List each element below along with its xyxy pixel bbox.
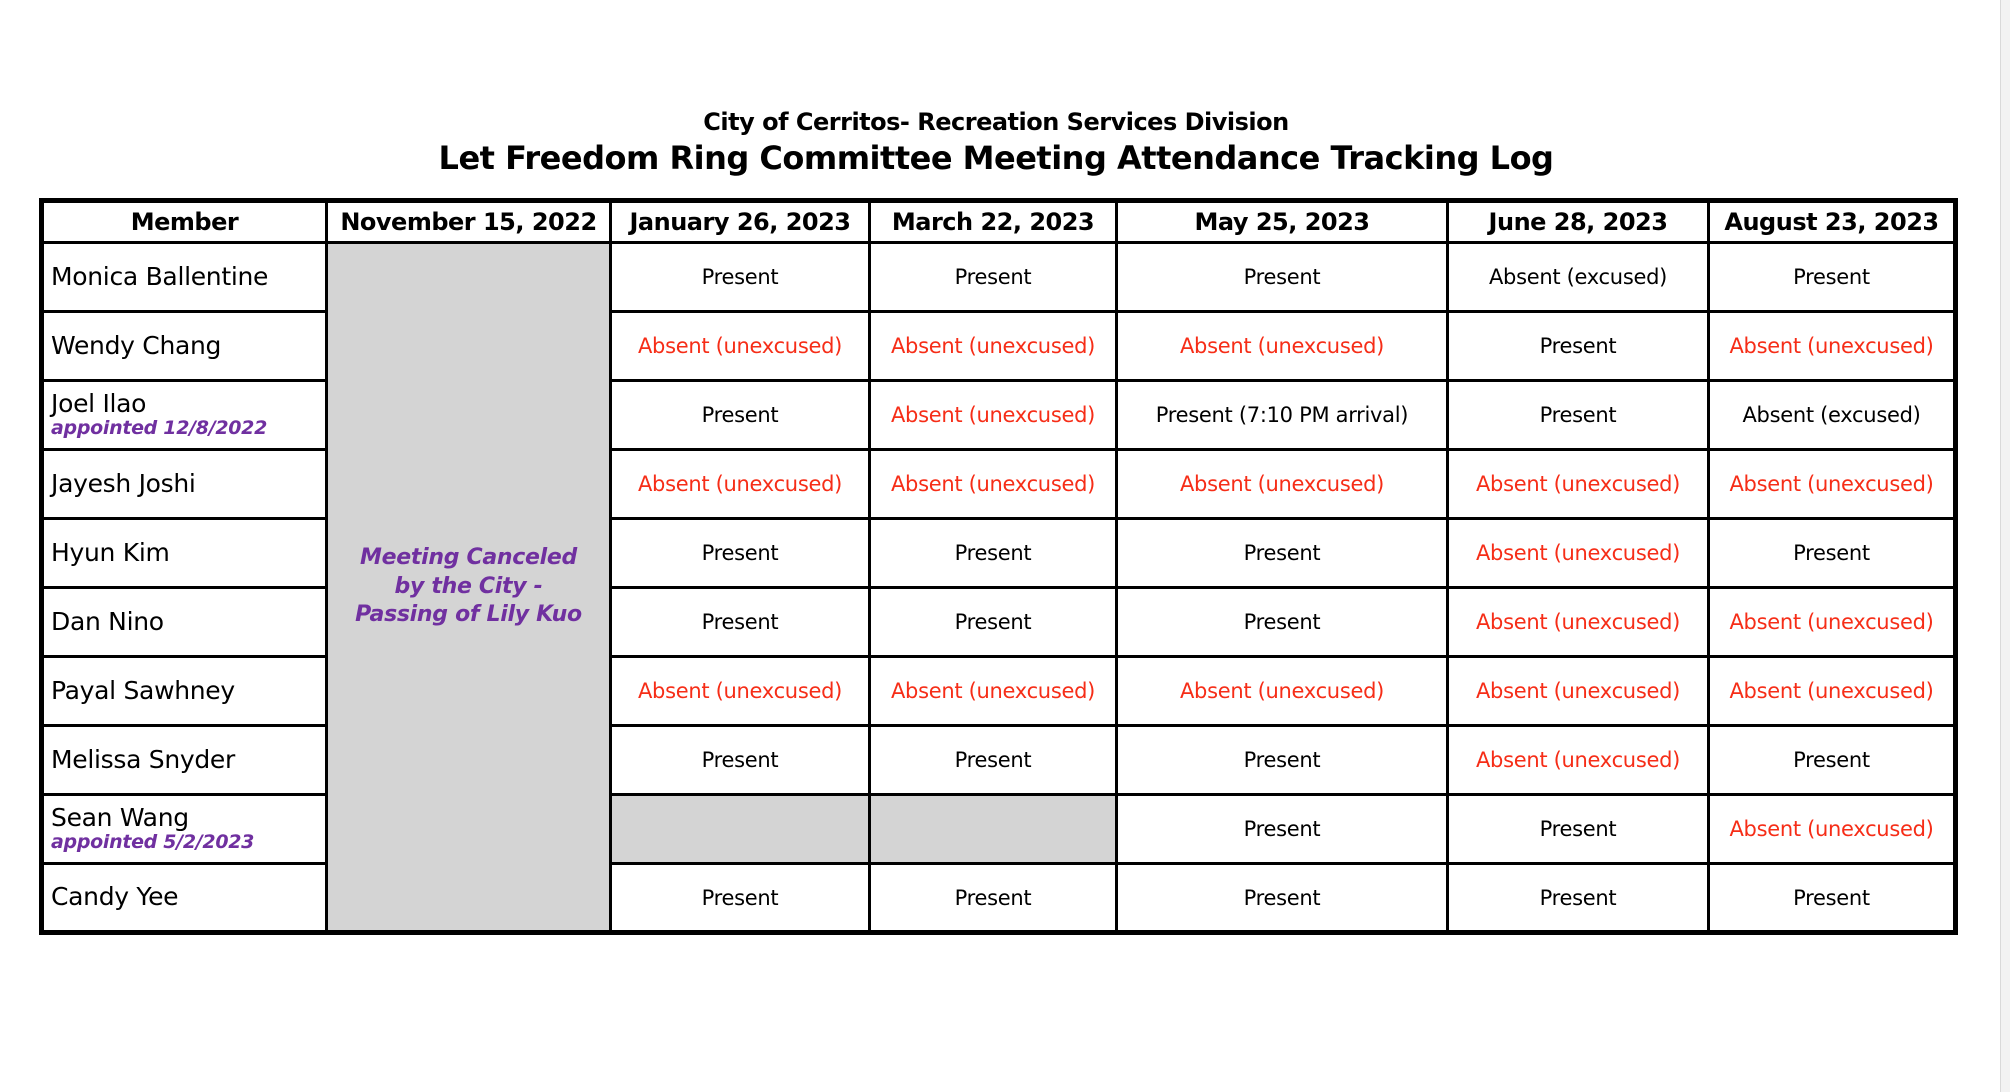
member-cell	[42, 795, 327, 864]
column-header-mar-22-2023: March 22, 2023	[870, 201, 1117, 243]
attendance-cell: Absent (unexcused)	[1448, 657, 1709, 726]
attendance-cell: Present	[1709, 864, 1956, 933]
attendance-cell: Absent (excused)	[1709, 381, 1956, 450]
scrollbar[interactable]	[2000, 0, 2010, 1092]
attendance-cell: Absent (unexcused)	[1117, 312, 1448, 381]
attendance-cell: Present	[1117, 519, 1448, 588]
attendance-cell: Present	[1709, 519, 1956, 588]
member-name: Dan Nino	[51, 606, 164, 636]
member-cell	[42, 312, 327, 381]
member-cell	[42, 450, 327, 519]
member-cell	[42, 588, 327, 657]
canceled-note-line: Meeting Canceled	[360, 545, 577, 571]
attendance-cell: Present	[611, 726, 870, 795]
attendance-cell	[870, 795, 1117, 864]
attendance-cell: Absent (unexcused)	[1709, 312, 1956, 381]
member-name: Joel Ilao	[51, 388, 147, 418]
attendance-cell: Present	[1117, 588, 1448, 657]
attendance-cell: Present	[1709, 726, 1956, 795]
appointment-note: appointed 5/2/2023	[51, 831, 255, 854]
meeting-canceled-cell	[327, 243, 611, 933]
member-name: Payal Sawhney	[51, 675, 235, 705]
attendance-cell: Absent (unexcused)	[611, 312, 870, 381]
member-name: Jayesh Joshi	[51, 468, 196, 498]
attendance-cell: Present	[870, 864, 1117, 933]
attendance-cell: Present	[870, 243, 1117, 312]
attendance-cell: Absent (unexcused)	[1117, 657, 1448, 726]
attendance-cell: Present	[1448, 381, 1709, 450]
attendance-cell: Absent (unexcused)	[1709, 795, 1956, 864]
attendance-table	[39, 198, 1958, 935]
member-name: Wendy Chang	[51, 330, 222, 360]
member-name: Sean Wang	[51, 802, 189, 832]
appointment-note: appointed 12/8/2022	[51, 417, 268, 440]
attendance-cell: Absent (unexcused)	[870, 312, 1117, 381]
attendance-cell: Absent (unexcused)	[1709, 588, 1956, 657]
header-row	[42, 201, 1956, 243]
page-title: Let Freedom Ring Committee Meeting Attendance Tracking Log	[438, 139, 1554, 177]
attendance-cell: Present (7:10 PM arrival)	[1117, 381, 1448, 450]
member-cell	[42, 657, 327, 726]
attendance-cell: Absent (unexcused)	[1709, 450, 1956, 519]
attendance-cell: Absent (unexcused)	[1448, 726, 1709, 795]
attendance-cell: Absent (unexcused)	[1448, 588, 1709, 657]
column-header-jun-28-2023: June 28, 2023	[1448, 201, 1709, 243]
canceled-note-line: Passing of Lily Kuo	[355, 602, 582, 628]
member-cell	[42, 519, 327, 588]
attendance-cell: Present	[870, 519, 1117, 588]
column-header-may-25-2023: May 25, 2023	[1117, 201, 1448, 243]
attendance-cell: Absent (unexcused)	[1448, 519, 1709, 588]
attendance-cell: Absent (unexcused)	[1709, 657, 1956, 726]
attendance-cell: Present	[870, 588, 1117, 657]
attendance-cell	[611, 795, 870, 864]
org-title: City of Cerritos- Recreation Services Division	[703, 108, 1289, 136]
attendance-cell: Present	[1448, 864, 1709, 933]
attendance-cell: Present	[1448, 795, 1709, 864]
attendance-cell: Absent (unexcused)	[870, 381, 1117, 450]
column-header-member: Member	[42, 201, 327, 243]
attendance-cell: Absent (excused)	[1448, 243, 1709, 312]
attendance-cell: Absent (unexcused)	[611, 450, 870, 519]
attendance-cell: Present	[611, 243, 870, 312]
column-header-nov-15-2022: November 15, 2022	[327, 201, 611, 243]
column-header-jan-26-2023: January 26, 2023	[611, 201, 870, 243]
column-header-aug-23-2023: August 23, 2023	[1709, 201, 1956, 243]
member-cell	[42, 726, 327, 795]
attendance-cell: Absent (unexcused)	[611, 657, 870, 726]
member-name: Melissa Snyder	[51, 744, 235, 774]
canceled-note-line: by the City -	[394, 573, 543, 599]
attendance-cell: Present	[611, 864, 870, 933]
member-name: Hyun Kim	[51, 537, 170, 567]
attendance-cell: Present	[1117, 795, 1448, 864]
attendance-cell: Present	[1448, 312, 1709, 381]
attendance-cell: Present	[1709, 243, 1956, 312]
attendance-cell: Present	[611, 588, 870, 657]
attendance-cell: Present	[1117, 726, 1448, 795]
attendance-cell: Present	[611, 381, 870, 450]
attendance-cell: Absent (unexcused)	[1448, 450, 1709, 519]
attendance-cell: Absent (unexcused)	[870, 450, 1117, 519]
attendance-cell: Present	[870, 726, 1117, 795]
member-cell	[42, 243, 327, 312]
attendance-cell: Absent (unexcused)	[1117, 450, 1448, 519]
member-name: Candy Yee	[51, 882, 179, 912]
member-cell	[42, 864, 327, 933]
member-cell	[42, 381, 327, 450]
attendance-cell: Present	[1117, 864, 1448, 933]
attendance-cell: Absent (unexcused)	[870, 657, 1117, 726]
member-name: Monica Ballentine	[51, 261, 269, 291]
attendance-cell: Present	[1117, 243, 1448, 312]
table-row	[42, 243, 1956, 312]
attendance-cell: Present	[611, 519, 870, 588]
